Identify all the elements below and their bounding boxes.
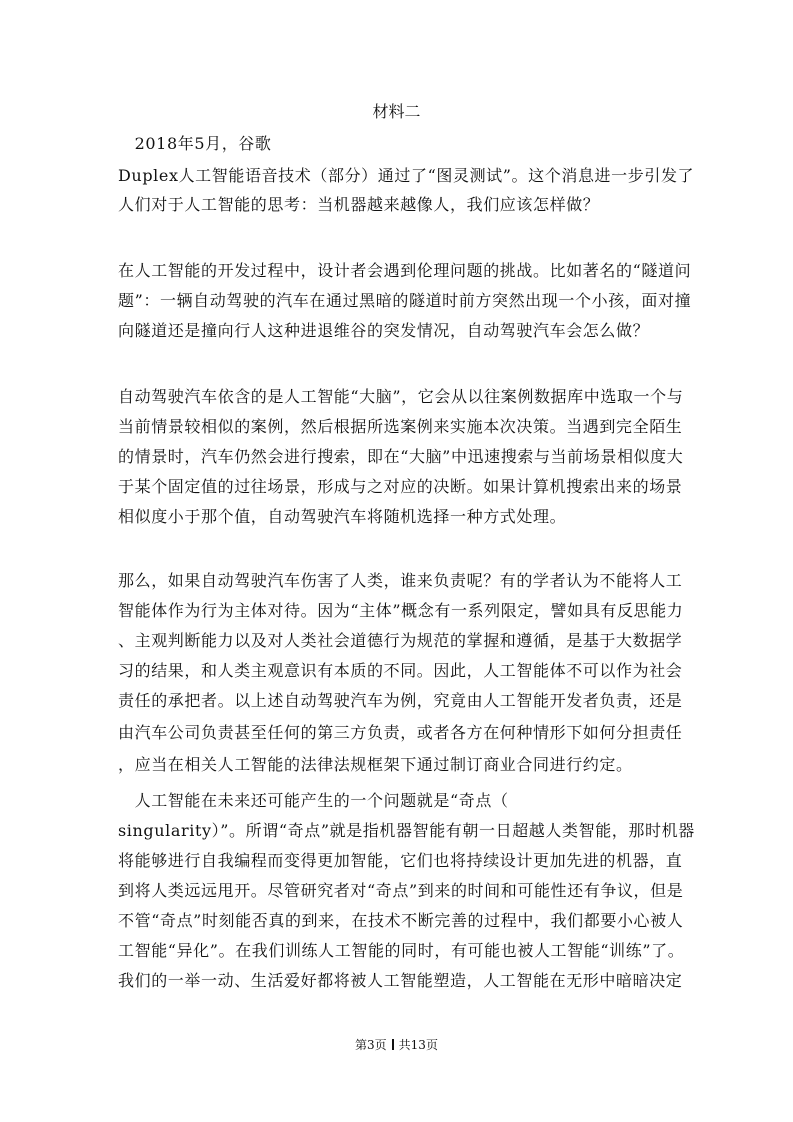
paragraph-line-8: 当前情景较相似的案例，然后根据所选案例来实施本次决策。当遇到完全陌生 (118, 417, 683, 436)
paragraph-line-14: 、主观判断能力以及对人类社会道德行为规范的掌握和遵循，是基于大数据学 (118, 631, 683, 650)
paragraph-line-18: ，应当在相关人工智能的法律法规框架下通过制订商业合同进行约定。 (118, 755, 633, 774)
paragraph-line-23: 不管“奇点”时刻能否真的到来，在技术不断完善的过程中，我们都要小心被人 (118, 911, 684, 930)
paragraph-line-21: 将能够进行自我编程而变得更加智能，它们也将持续设计更加先进的机器，直 (118, 851, 683, 870)
paragraph-line-22: 到将人类远远甩开。尽管研究者对“奇点”到来的时间和可能性还有争议，但是 (118, 881, 684, 900)
paragraph-line-24: 工智能“异化”。在我们训练人工智能的同时，有可能也被人工智能“训练”了。 (118, 941, 685, 960)
paragraph-line-16: 责任的承把者。以上述自动驾驶汽车为例，究竟由人工智能开发者负责，还是 (118, 691, 683, 710)
footer-separator (392, 1039, 394, 1050)
paragraph-line-17: 由汽车公司负责甚至任何的第三方负责，或者各方在何种情形下如何分担责任 (118, 723, 683, 742)
paragraph-line-2: Duplex人工智能语音技术（部分）通过了“图灵测试”。这个消息进一步引发了 (118, 166, 695, 185)
paragraph-line-9: 的情景时，汽车仍然会进行搜索，即在“大脑”中迅速搜索与当前场景相似度大 (118, 447, 684, 466)
paragraph-line-7: 自动驾驶汽车依含的是人工智能“大脑”，它会从以往案例数据库中选取一个与 (118, 387, 684, 406)
paragraph-line-10: 于某个固定值的过往场景，形成与之对应的决断。如果计算机搜索出来的场景 (118, 477, 683, 496)
paragraph-line-20: singularity）”。所谓“奇点”就是指机器智能有朝一日超越人类智能，那时机器 (118, 821, 695, 840)
paragraph-line-25: 我们的一举一动、生活爱好都将被人工智能塑造，人工智能在无形中暗暗决定 (118, 971, 683, 990)
page-number-total: 共13页 (398, 1038, 438, 1052)
paragraph-line-1: 2018年5月，谷歌 (118, 134, 272, 153)
paragraph-line-5: 题”：一辆自动驾驶的汽车在通过黑暗的隧道时前方突然出现一个小孩，面对撞 (118, 291, 692, 310)
paragraph-line-4: 在人工智能的开发过程中，设计者会遇到伦理问题的挑战。比如著名的“隧道问 (118, 261, 692, 280)
paragraph-line-19: 人工智能在未来还可能产生的一个问题就是“奇点（ (118, 791, 509, 810)
paragraph-line-15: 习的结果，和人类主观意识有本质的不同。因此，人工智能体不可以作为社会 (118, 661, 683, 680)
paragraph-line-13: 智能体作为行为主体对待。因为“主体”概念有一系列限定，譬如具有反思能力 (118, 601, 684, 620)
section-title: 材料二 (372, 102, 421, 121)
paragraph-line-12: 那么，如果自动驾驶汽车伤害了人类，谁来负责呢？有的学者认为不能将人工 (118, 571, 683, 590)
paragraph-line-3: 人们对于人工智能的思考：当机器越来越像人，我们应该怎样做？ (118, 195, 600, 214)
page-footer (0, 1036, 793, 1054)
paragraph-line-6: 向隧道还是撞向行人这种进退维谷的突发情况，自动驾驶汽车会怎么做？ (118, 321, 650, 340)
page-number-current: 第3页 (355, 1038, 387, 1052)
paragraph-line-11: 相似度小于那个值，自动驾驶汽车将随机选择一种方式处理。 (118, 507, 567, 526)
